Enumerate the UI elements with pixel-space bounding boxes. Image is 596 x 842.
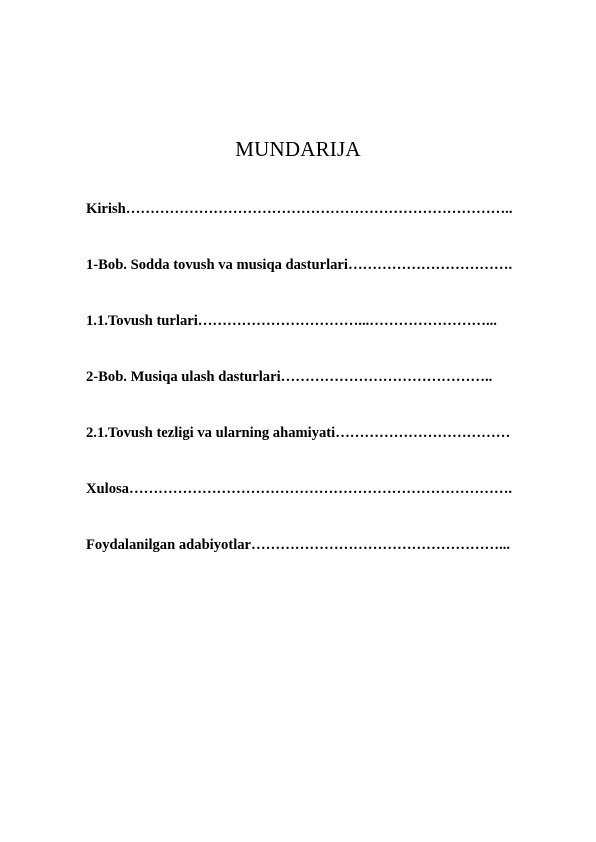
toc-entry-references [86, 536, 566, 592]
toc-entry-text: Xulosa……………………………………………………………………. [86, 481, 513, 497]
toc-entry-chapter-2 [86, 368, 566, 424]
toc-entry-text: 2-Bob. Musiqa ulash dasturlari…………………………………….. [86, 369, 493, 385]
toc-entry-text: Kirish…………………………………………………………………….. [86, 201, 513, 217]
toc-entry-chapter-1 [86, 256, 566, 312]
toc-entry-text: 2.1.Tovush tezligi va ularning ahamiyati……………………………… [86, 425, 511, 441]
toc-entry-text: 1.1.Tovush turlari……………………………...……………………... [86, 313, 497, 329]
toc-entry-xulosa [86, 480, 566, 536]
page-title: MUNDARIJA [235, 137, 361, 161]
toc-entry-text: 1-Bob. Sodda tovush va musiqa dasturlari……………………………. [86, 257, 513, 273]
toc-entry-section-2-1 [86, 424, 566, 480]
toc-entry-section-1-1 [86, 312, 566, 368]
toc-entry-kirish [86, 200, 566, 256]
toc-entry-text: Foydalanilgan adabiyotlar……………………………………………... [86, 537, 511, 553]
table-of-contents [86, 200, 566, 592]
